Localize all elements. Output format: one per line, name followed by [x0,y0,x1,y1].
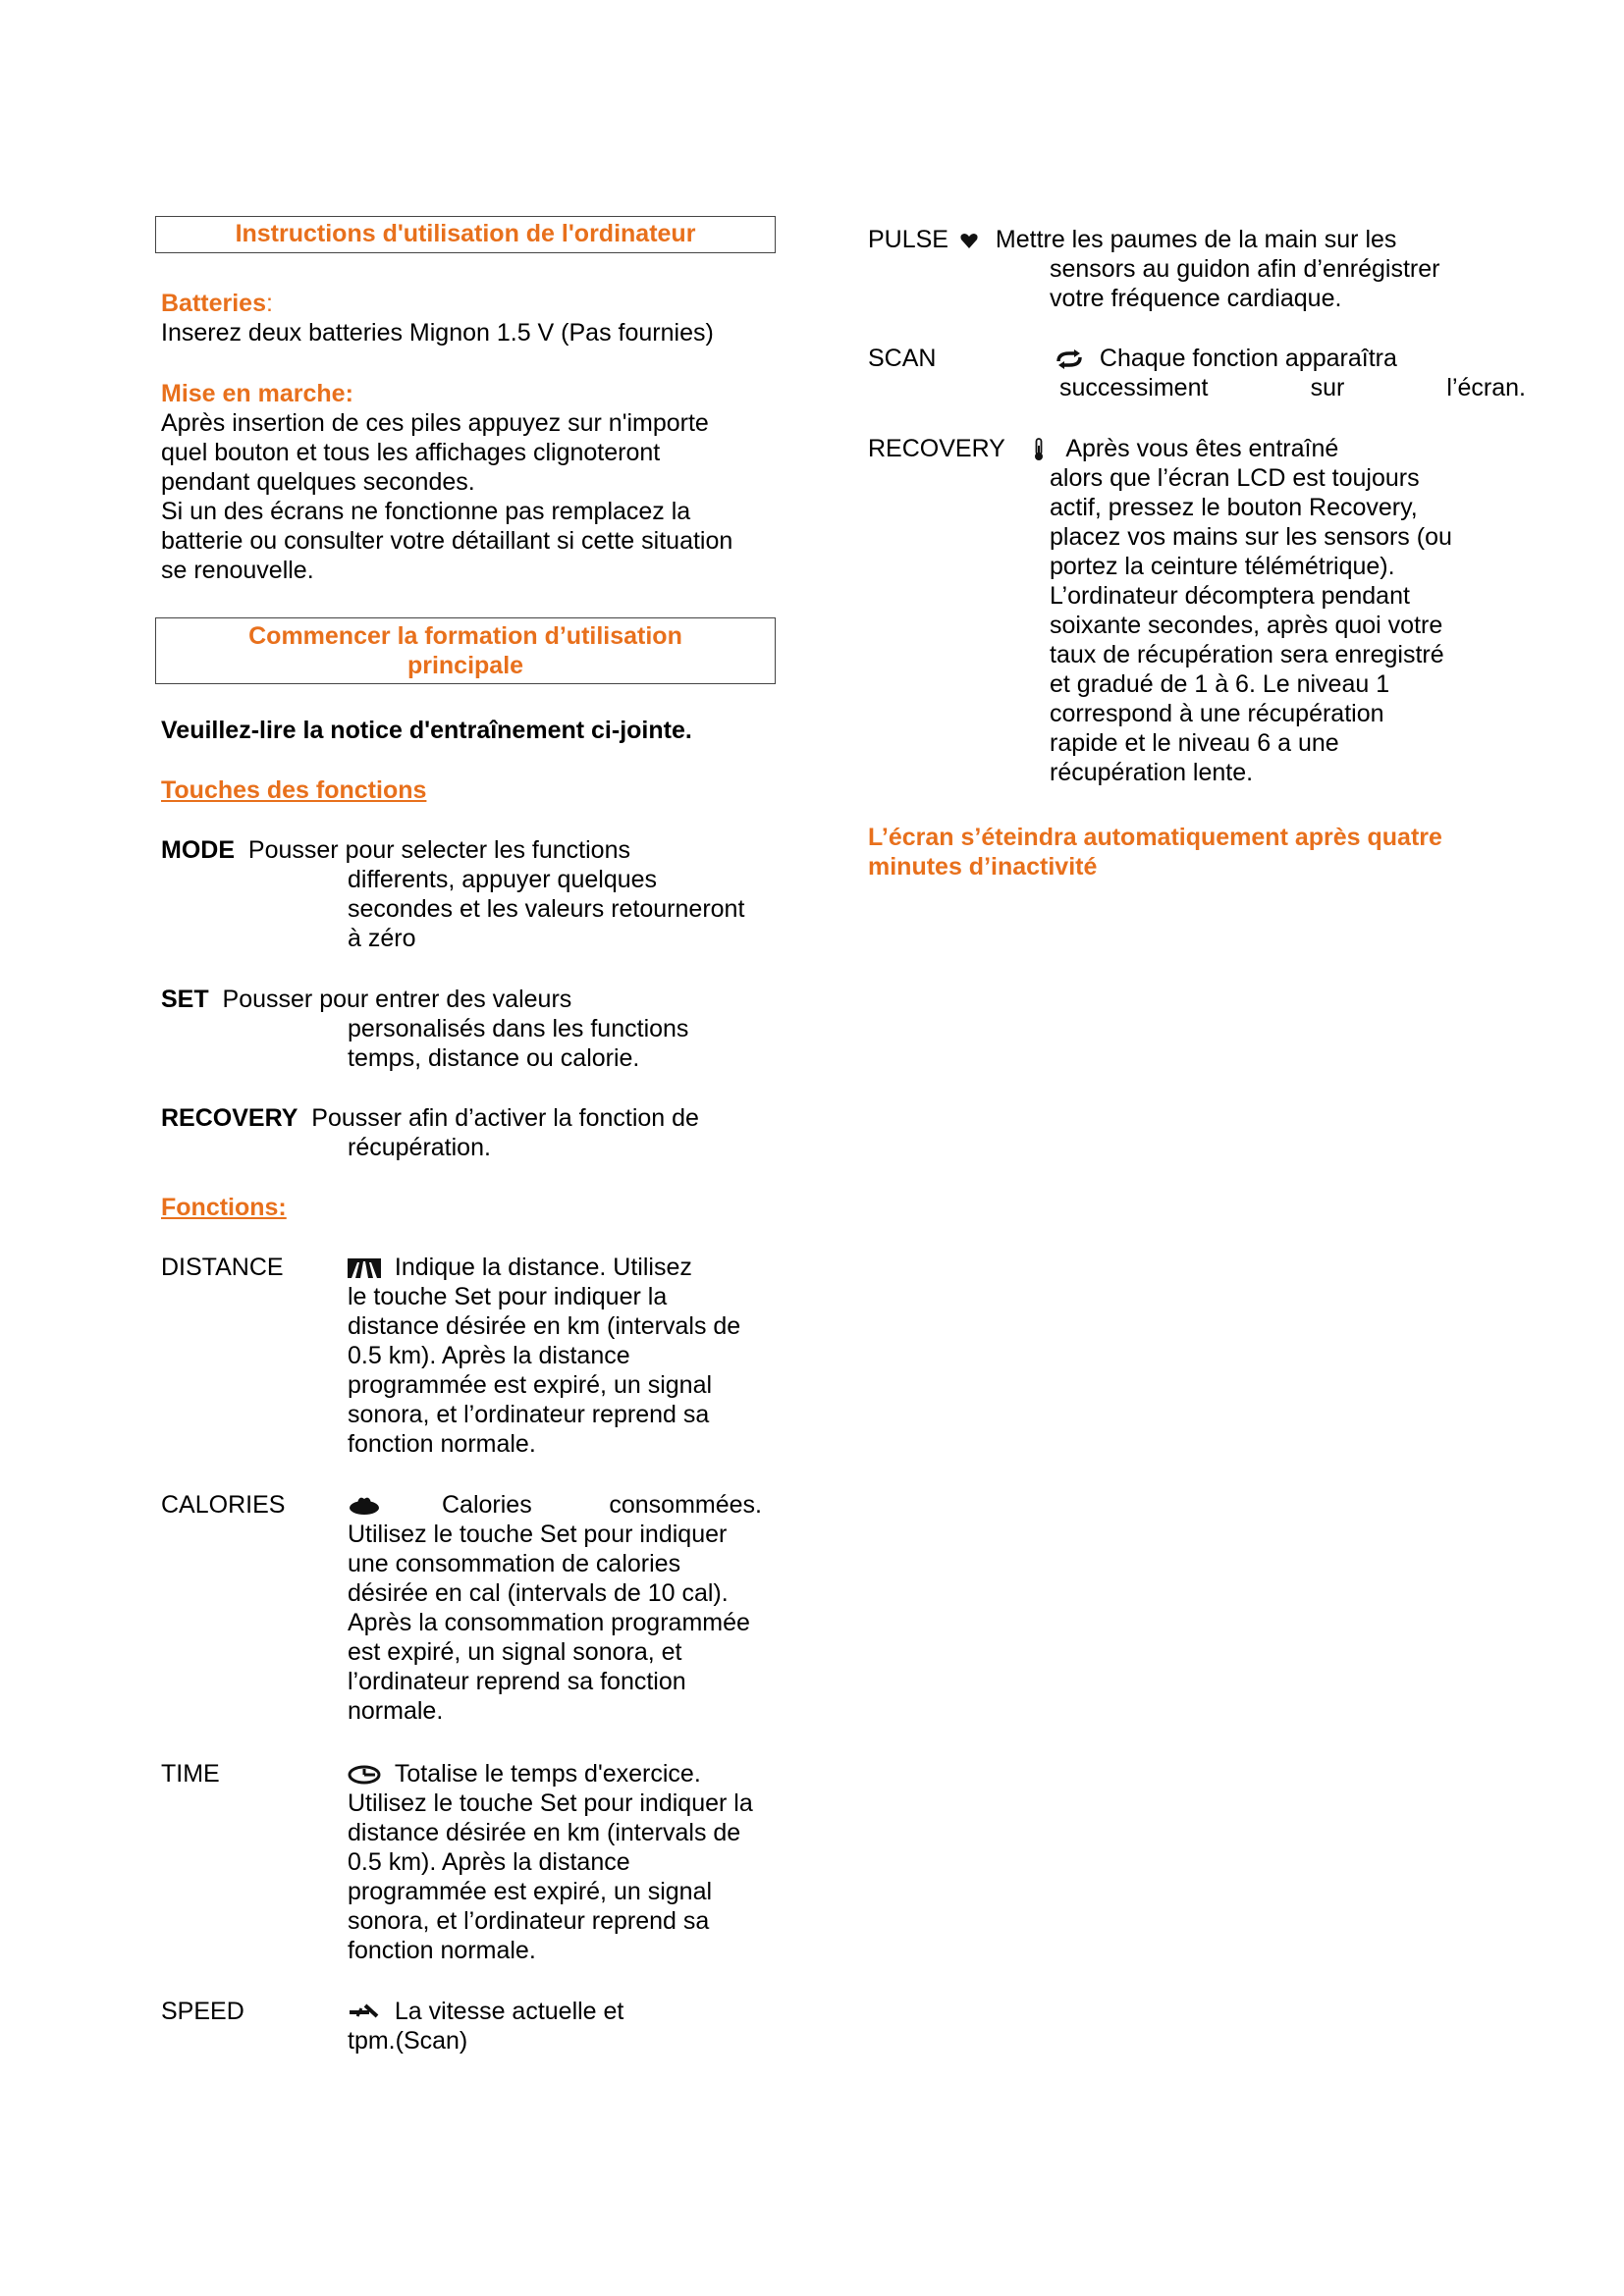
function-calories-cont: l’ordinateur reprend sa fonction [348,1668,686,1695]
function-scan-cont-c: l’écran. [1446,374,1526,401]
function-distance-cont: sonora, et l’ordinateur reprend sa [348,1401,710,1428]
function-calories-cont: désirée en cal (intervals de 10 cal). [348,1579,729,1607]
function-recovery-text: Après vous êtes entraîné [1065,435,1339,462]
function-calories-cont: normale. [348,1697,444,1725]
function-pulse-cont: votre fréquence cardiaque. [1050,285,1342,312]
function-speed-text: La vitesse actuelle et [394,1998,624,2025]
key-set-label: SET [161,986,209,1013]
mise-en-marche-heading: Mise en marche: [161,380,353,407]
function-recovery [868,434,1555,787]
function-calories-cont: est expiré, un signal sonora, et [348,1638,682,1666]
function-recovery-cont: taux de récupération sera enregistré [1050,641,1444,668]
function-distance-cont: le touche Set pour indiquer la [348,1283,668,1310]
function-distance-cont: fonction normale. [348,1430,536,1458]
function-recovery-cont: L’ordinateur décomptera pendant [1050,582,1410,610]
clock-icon [348,1765,381,1785]
batteries-heading: Batteries [161,290,266,317]
key-recovery-label: RECOVERY [161,1104,298,1132]
key-mode-cont: à zéro [348,925,416,952]
function-pulse [868,225,1555,313]
function-scan-cont-a: successiment [1059,374,1209,401]
mise-line: quel bouton et tous les affichages clignoteront [161,439,661,466]
function-recovery-cont: correspond à une récupération [1050,700,1384,727]
batteries-colon: : [266,290,273,317]
function-speed [161,1997,789,2056]
mise-en-marche-section [161,379,789,585]
mise-line: Après insertion de ces piles appuyez sur n'importe [161,409,709,437]
function-scan [868,344,1526,402]
function-recovery-cont: placez vos mains sur les sensors (ou [1050,523,1452,551]
function-pulse-text: Mettre les paumes de la main sur les [995,226,1397,253]
cycle-icon [1053,349,1086,369]
thermometer-icon [1033,438,1045,461]
mise-line: se renouvelle. [161,557,314,584]
function-distance [161,1253,789,1459]
function-calories-cont: Après la consommation programmée [348,1609,750,1636]
function-speed-cont: tpm.(Scan) [348,2027,468,2055]
key-mode-cont: differents, appuyer quelques [348,866,658,893]
title-box-instructions [155,216,776,253]
function-recovery-cont: alors que l’écran LCD est toujours [1050,464,1420,492]
function-pulse-cont: sensors au guidon afin d’enrégistrer [1050,255,1440,283]
function-time-label: TIME [161,1760,220,1788]
function-calories-text-b: consommées. [609,1491,762,1519]
function-scan-cont-b: sur [1310,374,1345,401]
function-time-cont: programmée est expiré, un signal [348,1878,713,1905]
mise-line: pendant quelques secondes. [161,468,475,496]
key-recovery-cont: récupération. [348,1134,491,1161]
function-calories-label: CALORIES [161,1491,286,1519]
function-scan-text: Chaque fonction apparaîtra [1099,345,1397,372]
function-calories-cont: une consommation de calories [348,1550,681,1577]
function-speed-label: SPEED [161,1998,244,2025]
key-set [161,985,789,1073]
title-formation-line1: Commencer la formation d’utilisation [248,622,682,650]
fonctions-heading: Fonctions: [161,1194,287,1221]
function-recovery-label: RECOVERY [868,435,1005,462]
function-calories-text-a: Calories [442,1491,532,1519]
function-recovery-cont: et gradué de 1 à 6. Le niveau 1 [1050,670,1390,698]
key-recovery-text: Pousser afin d’activer la fonction de [311,1104,699,1132]
function-time-cont: Utilisez le touche Set pour indiquer la [348,1789,753,1817]
function-time-cont: sonora, et l’ordinateur reprend sa [348,1907,710,1935]
title-formation-line2: principale [406,652,524,679]
batteries-text: Inserez deux batteries Mignon 1.5 V (Pas fournies) [161,319,714,347]
batteries-section [161,289,789,347]
function-recovery-cont: soixante secondes, après quoi votre [1050,612,1443,639]
key-set-text: Pousser pour entrer des valeurs [222,986,572,1013]
function-recovery-cont: portez la ceinture télémétrique). [1050,553,1395,580]
mise-line: Si un des écrans ne fonctionne pas remplacez la [161,498,691,525]
title-instructions: Instructions d'utilisation de l'ordinateur [235,220,696,247]
notice-text: Veuillez-lire la notice d'entraînement ci-jointe. [161,717,692,744]
function-scan-label: SCAN [868,345,937,372]
function-distance-label: DISTANCE [161,1254,284,1281]
key-mode-cont: secondes et les valeurs retourneront [348,895,745,923]
key-recovery [161,1103,789,1162]
key-mode-label: MODE [161,836,235,864]
speed-icon [348,2002,381,2022]
function-distance-cont: distance désirée en km (intervals de [348,1312,741,1340]
flame-icon [348,1495,381,1515]
key-mode [161,835,789,953]
function-time-cont: 0.5 km). Après la distance [348,1848,630,1876]
function-time-text: Totalise le temps d'exercice. [394,1760,701,1788]
function-calories [161,1490,789,1726]
function-pulse-label: PULSE [868,226,948,253]
auto-off-line2: minutes d’inactivité [868,853,1098,881]
function-distance-cont: 0.5 km). Après la distance [348,1342,630,1369]
function-time [161,1759,789,1965]
function-time-cont: distance désirée en km (intervals de [348,1819,741,1846]
mise-line: batterie ou consulter votre détaillant si cette situation [161,527,733,555]
function-distance-text: Indique la distance. Utilisez [394,1254,692,1281]
key-mode-text: Pousser pour selecter les functions [247,836,630,864]
title-box-formation [155,617,776,684]
key-set-cont: personalisés dans les functions [348,1015,689,1042]
function-calories-cont: Utilisez le touche Set pour indiquer [348,1521,728,1548]
road-icon [348,1258,381,1278]
key-set-cont: temps, distance ou calorie. [348,1044,640,1072]
auto-off-line1: L’écran s’éteindra automatiquement après quatre [868,824,1442,851]
function-recovery-cont: actif, pressez le bouton Recovery, [1050,494,1418,521]
auto-off-notice [868,823,1555,881]
heart-icon [959,232,979,249]
function-recovery-cont: rapide et le niveau 6 a une [1050,729,1339,757]
touches-heading: Touches des fonctions [161,776,427,804]
function-distance-cont: programmée est expiré, un signal [348,1371,713,1399]
function-recovery-cont: récupération lente. [1050,759,1254,786]
function-time-cont: fonction normale. [348,1937,536,1964]
